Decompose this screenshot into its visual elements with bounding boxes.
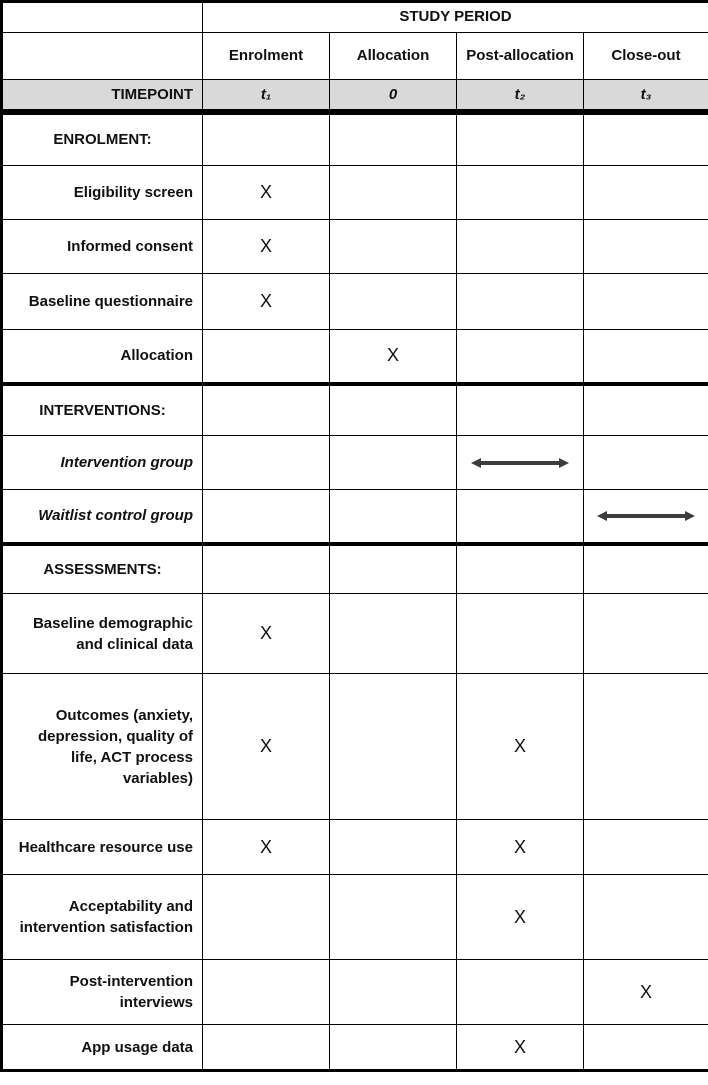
mark-cell <box>457 544 584 594</box>
mark-cell <box>584 875 708 960</box>
mark-cell <box>584 220 708 274</box>
column-header-post-allocation: Post-allocation <box>457 33 584 80</box>
mark-cell <box>330 274 457 330</box>
mark-cell <box>584 274 708 330</box>
timepoint-t3: t₃ <box>584 80 708 112</box>
mark-cell <box>203 544 330 594</box>
mark-cell: X <box>457 1025 584 1071</box>
table-row-informed-consent <box>2 220 708 274</box>
mark-cell <box>457 960 584 1025</box>
mark-cell <box>330 1025 457 1071</box>
mark-cell: X <box>330 330 457 384</box>
mark-cell <box>330 112 457 166</box>
section-label: ASSESSMENTS: <box>2 544 203 594</box>
mark-cell <box>457 330 584 384</box>
mark-cell <box>584 490 708 544</box>
table-row-interventions-section <box>2 384 708 436</box>
timepoint-row <box>2 80 708 112</box>
corner-cell <box>2 2 203 33</box>
section-label: ENROLMENT: <box>2 112 203 166</box>
mark-cell <box>330 220 457 274</box>
corner-cell <box>2 33 203 80</box>
mark-cell <box>457 384 584 436</box>
mark-cell <box>330 960 457 1025</box>
table-row-waitlist-control-group <box>2 490 708 544</box>
mark-cell <box>457 166 584 220</box>
row-label: Allocation <box>2 330 203 384</box>
row-label: Outcomes (anxiety, depression, quality of life, ACT process variables) <box>2 674 203 820</box>
double-arrow-icon <box>471 458 569 468</box>
timepoint-label: TIMEPOINT <box>2 80 203 112</box>
table-row-intervention-group <box>2 436 708 490</box>
mark-cell: X <box>457 674 584 820</box>
timepoint-0: 0 <box>330 80 457 112</box>
mark-cell <box>584 544 708 594</box>
mark-cell: X <box>203 594 330 674</box>
mark-cell <box>203 436 330 490</box>
row-label: Baseline demographic and clinical data <box>2 594 203 674</box>
mark-cell: X <box>203 220 330 274</box>
mark-cell <box>330 820 457 875</box>
row-label: Informed consent <box>2 220 203 274</box>
table-row-assessments-section <box>2 544 708 594</box>
timepoint-t1: t₁ <box>203 80 330 112</box>
mark-cell <box>203 960 330 1025</box>
mark-cell: X <box>457 820 584 875</box>
mark-cell <box>457 490 584 544</box>
mark-cell: X <box>584 960 708 1025</box>
row-label: Intervention group <box>2 436 203 490</box>
mark-cell <box>330 490 457 544</box>
mark-cell <box>457 594 584 674</box>
mark-cell <box>584 384 708 436</box>
column-header-allocation: Allocation <box>330 33 457 80</box>
mark-cell: X <box>203 166 330 220</box>
table-row-post-intervention-interviews <box>2 960 708 1025</box>
mark-cell: X <box>203 674 330 820</box>
mark-cell <box>584 112 708 166</box>
table-row-outcomes <box>2 674 708 820</box>
study-period-header: STUDY PERIOD <box>203 2 708 33</box>
mark-cell <box>203 490 330 544</box>
mark-cell <box>330 875 457 960</box>
mark-cell <box>584 594 708 674</box>
mark-cell <box>330 594 457 674</box>
mark-cell <box>457 436 584 490</box>
table-row-baseline-demographic <box>2 594 708 674</box>
row-label: Healthcare resource use <box>2 820 203 875</box>
table-row-app-usage-data <box>2 1025 708 1071</box>
mark-cell <box>203 875 330 960</box>
mark-cell: X <box>457 875 584 960</box>
section-label: INTERVENTIONS: <box>2 384 203 436</box>
row-label: Post-intervention interviews <box>2 960 203 1025</box>
table-row-allocation <box>2 330 708 384</box>
column-header-close-out: Close-out <box>584 33 708 80</box>
mark-cell <box>584 820 708 875</box>
mark-cell <box>330 674 457 820</box>
row-label: Eligibility screen <box>2 166 203 220</box>
table-row-enrolment-section <box>2 112 708 166</box>
double-arrow-icon <box>597 511 695 521</box>
mark-cell <box>584 436 708 490</box>
mark-cell <box>330 544 457 594</box>
mark-cell <box>584 330 708 384</box>
mark-cell <box>457 112 584 166</box>
mark-cell <box>330 436 457 490</box>
table-row-eligibility-screen <box>2 166 708 220</box>
row-label: Waitlist control group <box>2 490 203 544</box>
mark-cell <box>584 1025 708 1071</box>
column-header-row <box>2 33 708 80</box>
timepoint-t2: t₂ <box>457 80 584 112</box>
mark-cell <box>203 112 330 166</box>
study-period-row <box>2 2 708 33</box>
row-label: Acceptability and intervention satisfaction <box>2 875 203 960</box>
table-row-acceptability-satisfaction <box>2 875 708 960</box>
mark-cell <box>457 220 584 274</box>
mark-cell <box>203 384 330 436</box>
mark-cell: X <box>203 820 330 875</box>
mark-cell <box>203 330 330 384</box>
mark-cell <box>584 674 708 820</box>
row-label: Baseline questionnaire <box>2 274 203 330</box>
mark-cell: X <box>203 274 330 330</box>
column-header-enrolment: Enrolment <box>203 33 330 80</box>
mark-cell <box>457 274 584 330</box>
table-row-baseline-questionnaire <box>2 274 708 330</box>
row-label: App usage data <box>2 1025 203 1071</box>
mark-cell <box>584 166 708 220</box>
mark-cell <box>203 1025 330 1071</box>
mark-cell <box>330 166 457 220</box>
mark-cell <box>330 384 457 436</box>
table-row-healthcare-resource-use <box>2 820 708 875</box>
